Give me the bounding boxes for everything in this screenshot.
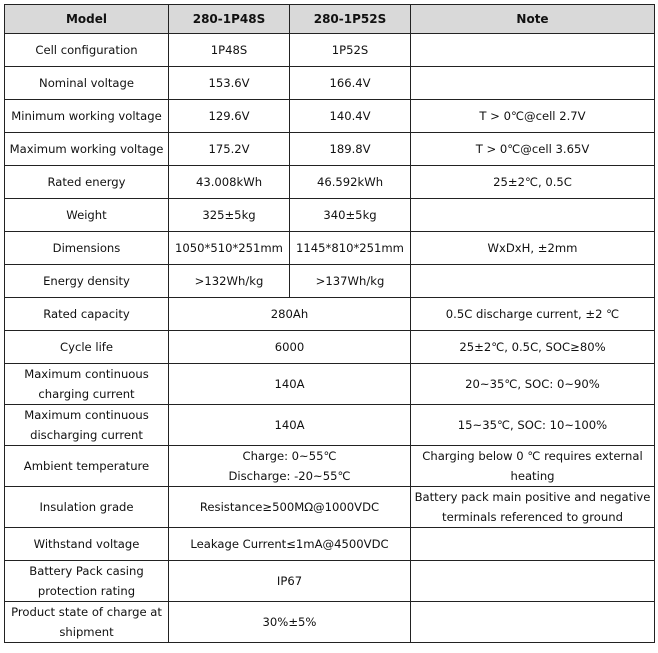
value-merged — [169, 446, 411, 487]
row-nominal-voltage — [5, 67, 655, 100]
param-label-line: Maximum continuous — [24, 408, 149, 422]
value-merged: IP67 — [169, 561, 411, 602]
value-line: Discharge: -20~55℃ — [228, 469, 351, 483]
spec-table — [4, 4, 655, 643]
param-label: Ambient temperature — [5, 446, 169, 487]
header-280-1p48s: 280-1P48S — [169, 5, 290, 34]
param-label: Dimensions — [5, 232, 169, 265]
note-cell — [411, 67, 655, 100]
param-label-line: discharging current — [30, 428, 143, 442]
value-line: Charge: 0~55℃ — [242, 449, 337, 463]
note-cell: 20~35℃, SOC: 0~90% — [411, 364, 655, 405]
row-withstand-voltage — [5, 528, 655, 561]
value-1p52s: 46.592kWh — [290, 166, 411, 199]
param-label — [5, 405, 169, 446]
value-1p48s: 153.6V — [169, 67, 290, 100]
value-1p52s: 340±5kg — [290, 199, 411, 232]
row-max-continuous-discharging-current — [5, 405, 655, 446]
value-1p52s: 140.4V — [290, 100, 411, 133]
param-label-line: charging current — [38, 387, 135, 401]
param-label-line: protection rating — [37, 584, 136, 598]
param-label: Energy density — [5, 265, 169, 298]
header-model: Model — [5, 5, 169, 34]
param-label: Nominal voltage — [5, 67, 169, 100]
note-cell: T > 0℃@cell 2.7V — [411, 100, 655, 133]
param-label: Maximum working voltage — [5, 133, 169, 166]
note-cell: 0.5C discharge current, ±2 ℃ — [411, 298, 655, 331]
param-label: Withstand voltage — [5, 528, 169, 561]
note-cell — [411, 34, 655, 67]
param-label-line: Product state of charge at — [11, 605, 162, 619]
row-cycle-life — [5, 331, 655, 364]
value-merged: 140A — [169, 364, 411, 405]
note-cell: WxDxH, ±2mm — [411, 232, 655, 265]
value-1p52s: 189.8V — [290, 133, 411, 166]
param-label-line: Maximum continuous — [24, 367, 149, 381]
value-1p48s: 175.2V — [169, 133, 290, 166]
value-merged: 280Ah — [169, 298, 411, 331]
row-casing-protection-rating — [5, 561, 655, 602]
value-1p48s: 1050*510*251mm — [169, 232, 290, 265]
value-1p48s: 325±5kg — [169, 199, 290, 232]
row-dimensions — [5, 232, 655, 265]
note-line: Battery pack main positive and negative — [414, 490, 651, 504]
value-1p52s: 166.4V — [290, 67, 411, 100]
param-label: Rated capacity — [5, 298, 169, 331]
row-energy-density — [5, 265, 655, 298]
row-maximum-working-voltage — [5, 133, 655, 166]
param-label — [5, 602, 169, 643]
param-label: Insulation grade — [5, 487, 169, 528]
value-1p48s: 1P48S — [169, 34, 290, 67]
param-label: Minimum working voltage — [5, 100, 169, 133]
note-cell — [411, 561, 655, 602]
header-note: Note — [411, 5, 655, 34]
row-cell-configuration — [5, 34, 655, 67]
value-1p48s: 129.6V — [169, 100, 290, 133]
value-merged: 6000 — [169, 331, 411, 364]
row-ambient-temperature — [5, 446, 655, 487]
param-label: Rated energy — [5, 166, 169, 199]
value-merged: Resistance≥500MΩ@1000VDC — [169, 487, 411, 528]
param-label: Cell configuration — [5, 34, 169, 67]
note-cell — [411, 446, 655, 487]
value-merged: 140A — [169, 405, 411, 446]
note-cell — [411, 487, 655, 528]
note-line: heating — [510, 469, 555, 483]
value-1p52s: 1P52S — [290, 34, 411, 67]
row-minimum-working-voltage — [5, 100, 655, 133]
row-rated-energy — [5, 166, 655, 199]
param-label-line: Battery Pack casing — [29, 564, 144, 578]
note-cell: T > 0℃@cell 3.65V — [411, 133, 655, 166]
value-1p52s: >137Wh/kg — [290, 265, 411, 298]
value-merged: 30%±5% — [169, 602, 411, 643]
note-line: terminals referenced to ground — [442, 510, 623, 524]
note-cell — [411, 265, 655, 298]
row-rated-capacity — [5, 298, 655, 331]
note-line: Charging below 0 ℃ requires external — [422, 449, 643, 463]
param-label — [5, 364, 169, 405]
note-cell — [411, 528, 655, 561]
note-cell: 25±2℃, 0.5C, SOC≥80% — [411, 331, 655, 364]
param-label: Cycle life — [5, 331, 169, 364]
header-280-1p52s: 280-1P52S — [290, 5, 411, 34]
value-1p52s: 1145*810*251mm — [290, 232, 411, 265]
value-merged: Leakage Current≤1mA@4500VDC — [169, 528, 411, 561]
note-cell: 25±2℃, 0.5C — [411, 166, 655, 199]
note-cell — [411, 199, 655, 232]
param-label — [5, 561, 169, 602]
row-max-continuous-charging-current — [5, 364, 655, 405]
value-1p48s: >132Wh/kg — [169, 265, 290, 298]
note-cell — [411, 602, 655, 643]
row-insulation-grade — [5, 487, 655, 528]
param-label-line: shipment — [59, 625, 114, 639]
header-row — [5, 5, 655, 34]
row-weight — [5, 199, 655, 232]
value-1p48s: 43.008kWh — [169, 166, 290, 199]
note-cell: 15~35℃, SOC: 10~100% — [411, 405, 655, 446]
row-shipment-state-of-charge — [5, 602, 655, 643]
param-label: Weight — [5, 199, 169, 232]
